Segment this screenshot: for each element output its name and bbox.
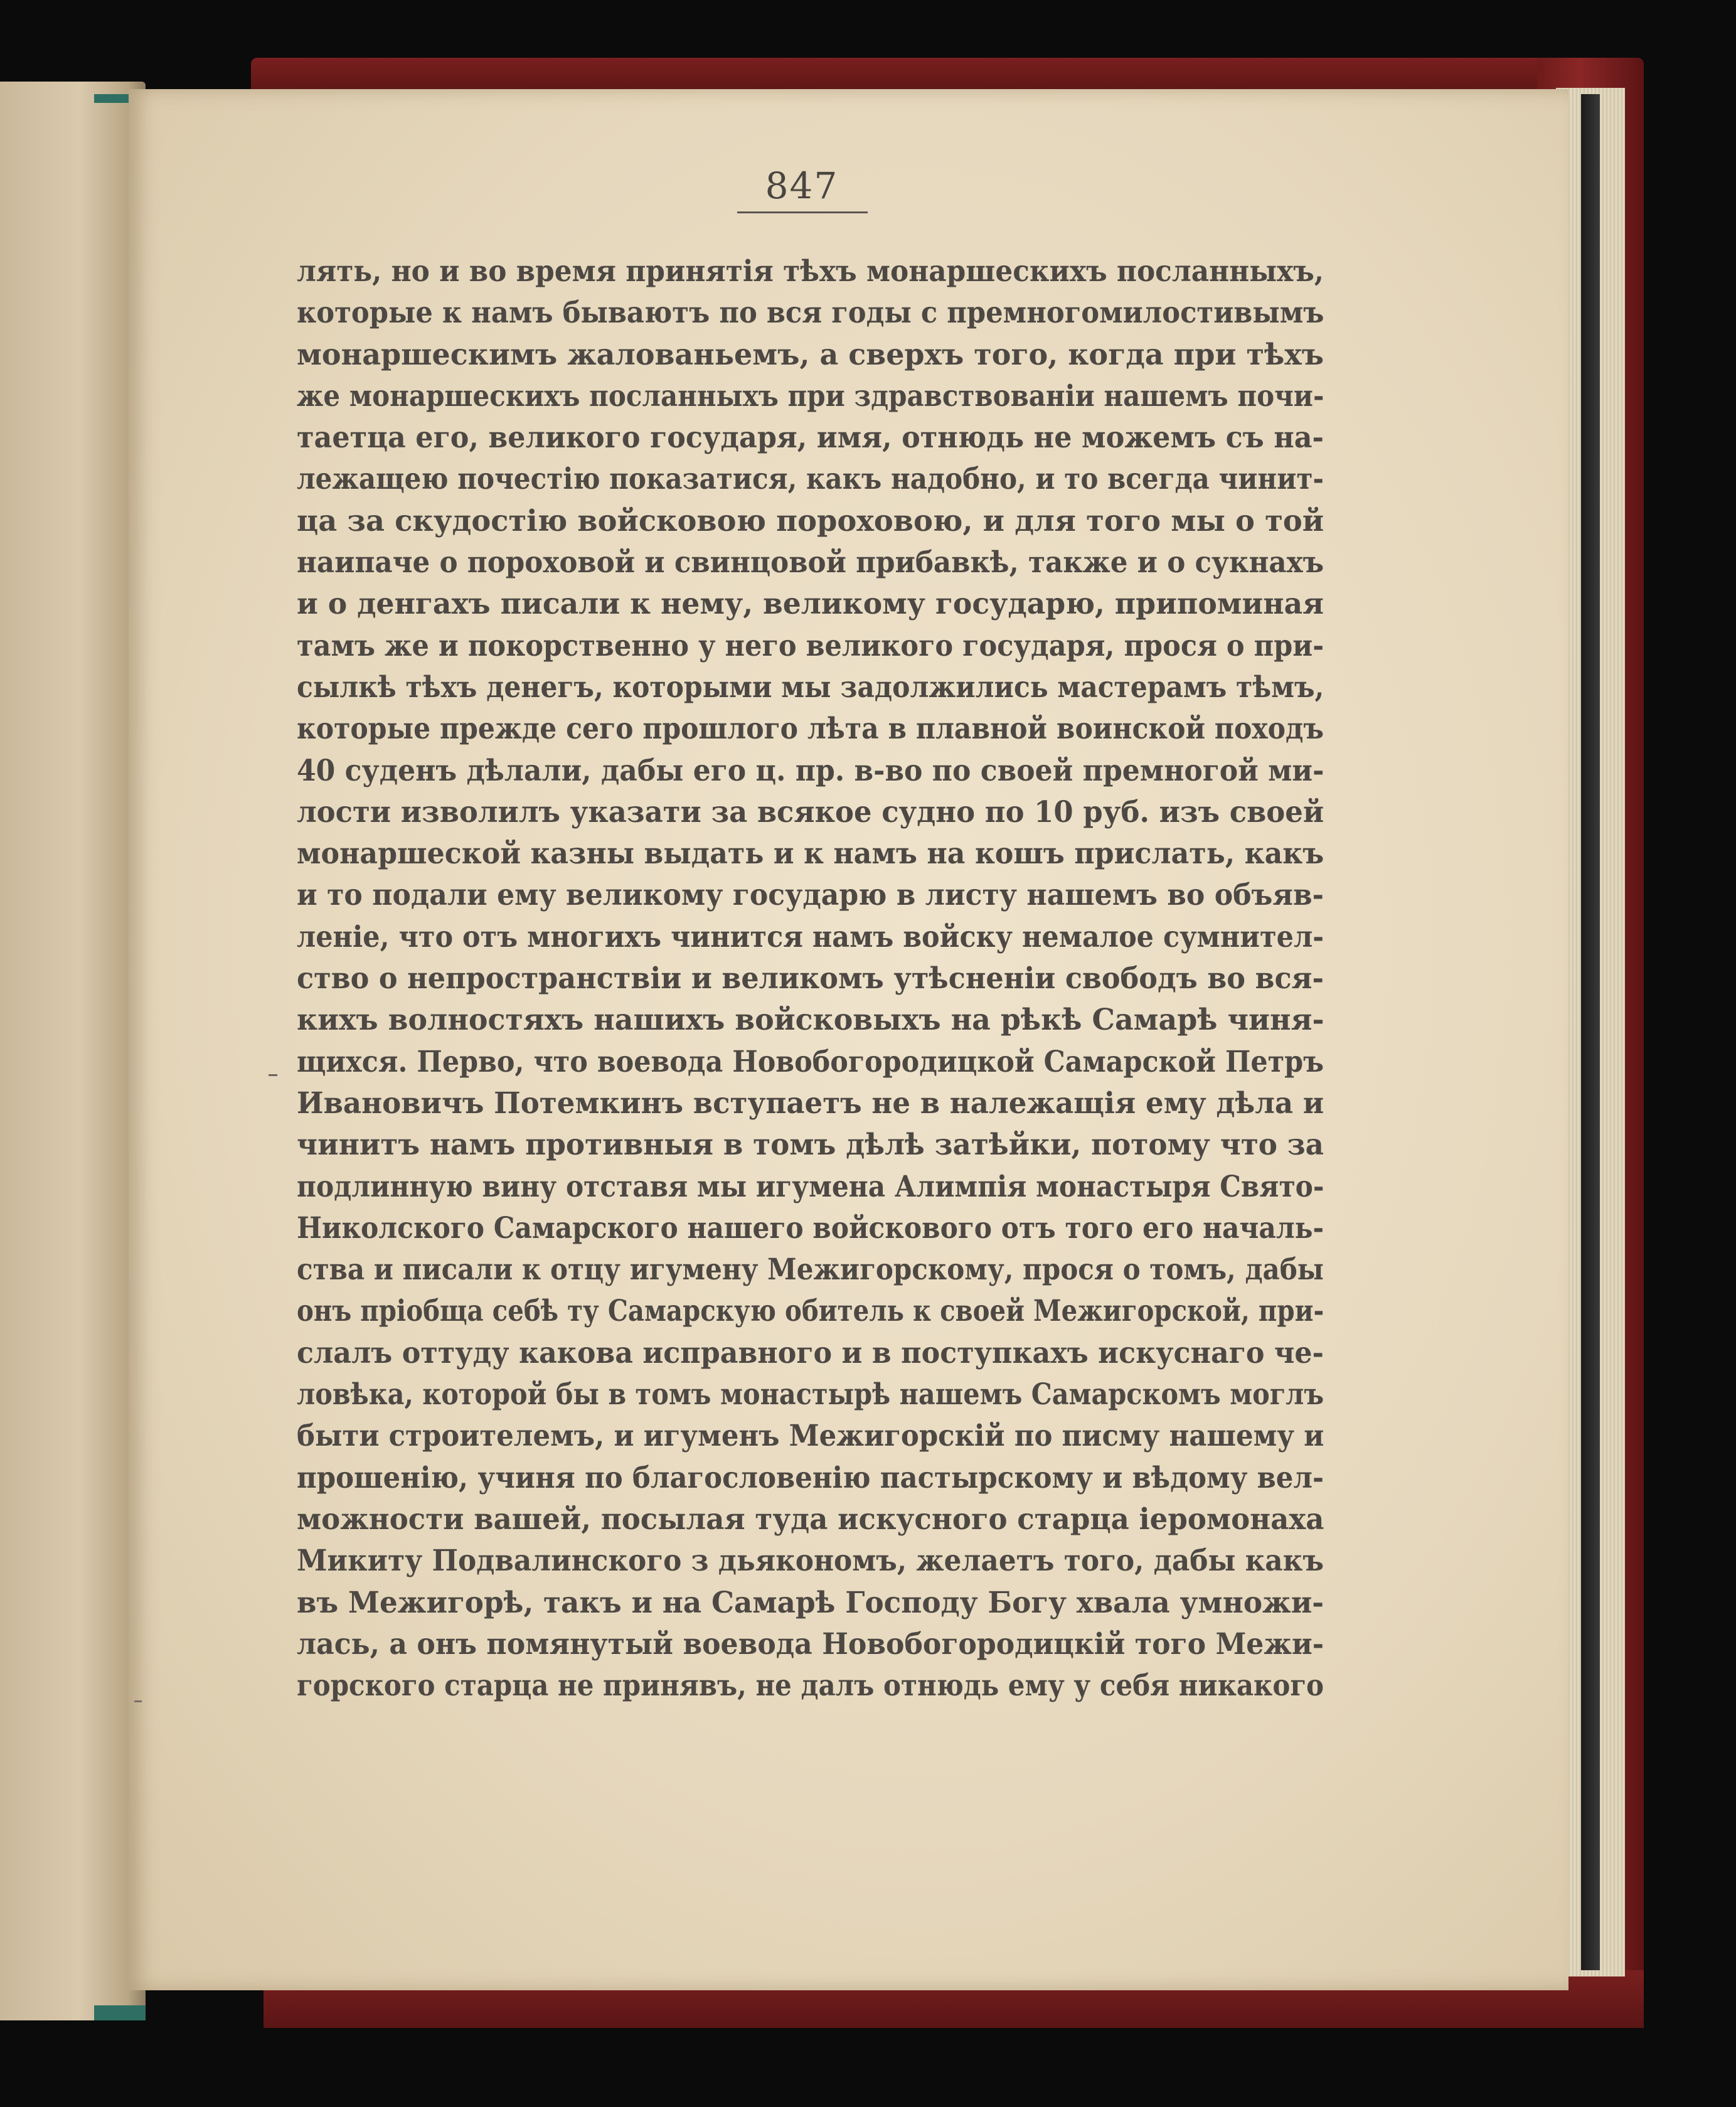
text-line: сылкѣ тѣхъ денегъ, которыми мы задолжились мастерамъ тѣмъ, xyxy=(297,669,1324,705)
text-line: быти строителемъ, и игуменъ Межигорскій по писму нашему и xyxy=(297,1419,1324,1454)
text-line: Николского Самарского нашего войскового отъ того его началь- xyxy=(297,1210,1324,1246)
text-line: слалъ оттуду какова исправного и в поступкахъ искуснаго че- xyxy=(297,1335,1324,1370)
text-line: которые прежде сего прошлого лѣта в плавной воинской походъ xyxy=(297,712,1324,747)
text-line: леніе, что отъ многихъ чинится намъ войску немалое сумнител- xyxy=(297,919,1324,954)
text-line: лять, но и во время принятія тѣхъ монаршескихъ посланныхъ, xyxy=(297,254,1324,289)
text-line: монаршеской казны выдать и к намъ на кошъ прислать, какъ xyxy=(297,836,1324,872)
text-line: горского старца не принявъ, не далъ отнюдь ему у себя никакого xyxy=(297,1668,1324,1704)
page-number: 847 xyxy=(765,164,839,207)
text-line: таетца его, великого государя, имя, отнюдь не можемъ съ на- xyxy=(297,420,1324,456)
text-line: и о денгахъ писали к нему, великому государю, припоминая xyxy=(297,587,1324,622)
margin-mark xyxy=(134,1700,142,1702)
page-number-rule xyxy=(737,211,868,213)
text-line: 40 суденъ дѣлали, дабы его ц. пр. в-во по своей премногой ми- xyxy=(297,753,1324,788)
text-line: чинитъ намъ противныя в томъ дѣлѣ затѣйки, потому что за xyxy=(297,1128,1324,1163)
text-line: тамъ же и покорственно у него великого государя, прося о при- xyxy=(297,628,1324,663)
text-line: кихъ волностяхъ нашихъ войсковыхъ на рѣкѣ Самарѣ чиня- xyxy=(297,1003,1324,1038)
text-line: лости изволилъ указати за всякое судно по 10 руб. изъ своей xyxy=(297,794,1324,829)
text-line: ца за скудостію войсковою пороховою, и для того мы о той xyxy=(297,503,1324,538)
left-page xyxy=(0,82,146,2020)
text-line: которые к намъ бываютъ по вся годы с премногомилостивымъ xyxy=(297,296,1324,331)
text-line: прошенію, учиня по благословенію пастырскому и вѣдому вел- xyxy=(297,1460,1324,1495)
text-line: монаршескимъ жалованьемъ, а сверхъ того, когда при тѣхъ xyxy=(297,337,1324,372)
text-line: ловѣка, которой бы в томъ монастырѣ нашемъ Самарскомъ моглъ xyxy=(297,1377,1324,1412)
text-line: ство о непространствіи и великомъ утѣсненіи свободъ во вся- xyxy=(297,961,1324,996)
text-line: можности вашей, посылая туда искусного старца іеромонаха xyxy=(297,1502,1324,1537)
margin-mark xyxy=(269,1074,277,1076)
text-line: ства и писали к отцу игумену Межигорскому, прося о томъ, дабы xyxy=(297,1252,1324,1288)
text-line: Микиту Подвалинского з дьякономъ, желаетъ того, дабы какъ xyxy=(297,1544,1324,1579)
text-line: подлинную вину отставя мы игумена Алимпія монастыря Свято- xyxy=(297,1169,1324,1204)
binding-cloth xyxy=(94,2005,146,2020)
text-line: лась, а онъ помянутый воевода Новобогородицкій того Межи- xyxy=(297,1626,1324,1662)
text-line: и то подали ему великому государю в листу нашемъ во объяв- xyxy=(297,878,1324,913)
text-line: наипаче о пороховой и свинцовой прибавкѣ, также и о сукнахъ xyxy=(297,545,1324,580)
page-edge-shadow xyxy=(1581,94,1600,1970)
text-line: онъ пріобща себѣ ту Самарскую обитель к своей Межигорской, при- xyxy=(297,1294,1324,1329)
text-line: Ивановичъ Потемкинъ вступаетъ не в належащія ему дѣла и xyxy=(297,1086,1324,1121)
text-line: въ Межигорѣ, такъ и на Самарѣ Господу Богу хвала умножи- xyxy=(297,1585,1324,1620)
body-text xyxy=(297,251,1324,1707)
text-line: же монаршескихъ посланныхъ при здравствованіи нашемъ почи- xyxy=(297,378,1324,413)
text-line: щихся. Перво, что воевода Новобогородицкой Самарской Петръ xyxy=(297,1044,1324,1079)
text-line: лежащею почестію показатися, какъ надобно, и то всегда чинит- xyxy=(297,462,1324,497)
